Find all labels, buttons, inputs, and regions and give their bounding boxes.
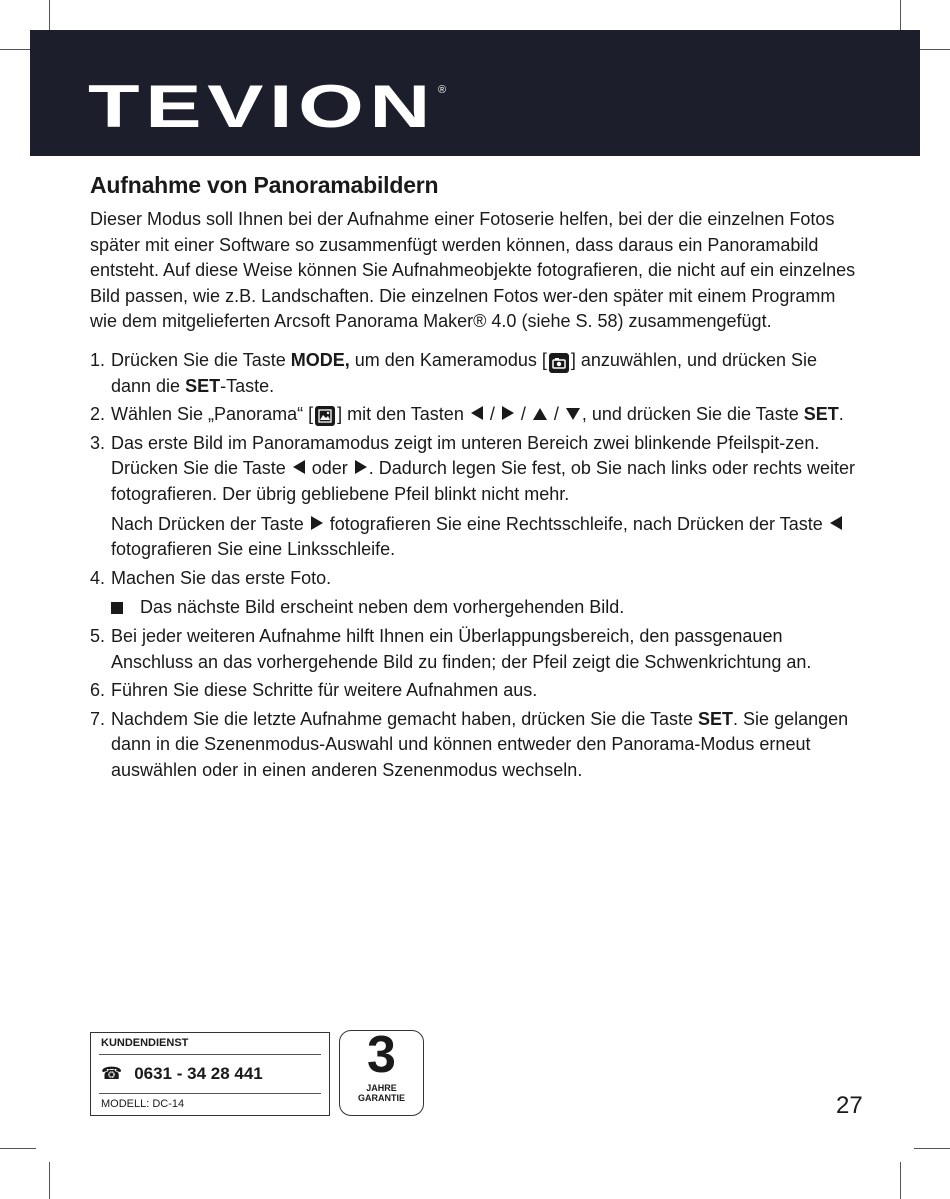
- step-text: Machen Sie das erste Foto.: [111, 567, 332, 588]
- service-title: KUNDENDIENST: [101, 1037, 189, 1049]
- list-item: [90, 566, 860, 621]
- warranty-line1: JAHRE: [366, 1083, 397, 1093]
- step-text: Nach Drücken der Taste: [111, 513, 309, 534]
- crop-mark: [0, 1148, 36, 1149]
- divider: [99, 1093, 321, 1094]
- camera-mode-icon: [549, 353, 569, 373]
- list-item: [90, 678, 860, 704]
- list-item: [90, 707, 860, 784]
- step-text: , und drücken Sie die Taste: [581, 404, 804, 425]
- list-item: [90, 624, 860, 675]
- step-text: Führen Sie diese Schritte für weitere Aufnahmen aus.: [111, 680, 538, 701]
- step-number: 5.: [90, 625, 106, 646]
- arrow-up-icon: [533, 408, 547, 420]
- step-number: 7.: [90, 708, 106, 729]
- warranty-years: 3: [367, 1026, 396, 1084]
- crop-mark: [900, 1162, 901, 1199]
- arrow-left-icon: [471, 406, 483, 420]
- step-number: 3.: [90, 432, 106, 453]
- step-text: Das erste Bild im Panoramamodus zeigt im unteren Bereich zwei blinkende Pfeilspit-zen. Drücken Sie die Taste: [111, 432, 820, 479]
- step-number: 2.: [90, 404, 106, 425]
- step-text: um den Kameramodus [: [349, 349, 547, 370]
- step-text: .: [838, 404, 844, 425]
- phone-number: 0631 - 34 28 441: [134, 1064, 263, 1083]
- arrow-right-icon: [502, 406, 514, 420]
- arrow-left-icon: [830, 516, 842, 530]
- step-text: fotografieren Sie eine Rechtsschleife, nach Drücken der Taste: [324, 513, 828, 534]
- step-number: 6.: [90, 680, 106, 701]
- model-label: MODELL: DC-14: [101, 1098, 185, 1110]
- warranty-badge: [339, 1026, 424, 1116]
- arrow-left-icon: [293, 460, 305, 474]
- step-text: Nachdem Sie die letzte Aufnahme gemacht haben, drücken Sie die Taste: [111, 708, 699, 729]
- registered-mark: ®: [438, 84, 447, 96]
- logo-text: TEVION: [88, 73, 436, 133]
- bullet-item: [111, 595, 860, 621]
- step-text: ] anzuwählen, und drücken Sie dann die: [111, 349, 818, 396]
- step-text: . Dadurch legen Sie fest, ob Sie nach links oder rechts weiter fotografieren. Der übrig gebliebene Pfeil blinkt nicht mehr.: [111, 458, 856, 504]
- tevion-logo: [88, 73, 448, 133]
- step-text: fotografieren Sie eine Linksschleife.: [111, 539, 396, 560]
- intro-paragraph: Dieser Modus soll Ihnen bei der Aufnahme einer Fotoserie helfen, bei der die einzelnen Fotos später mit einer Software so zusammenfügt werden können, dass daraus ein Panoramabild entsteht. Auf diese Weise können Sie Aufnahmeobjekte fotografieren, die nicht auf ein einzelnes Bild passen, wie z.B. Landschaften. Die einzelnen Fotos wer-den später mit einem Programm wie dem mitgelieferten Arcsoft Panorama Maker® 4.0 (siehe S. 58) zusammengefügt.: [90, 209, 856, 332]
- step-text: Wählen Sie „Panorama“ [: [111, 404, 314, 425]
- step-text: ] mit den Tasten: [337, 404, 469, 425]
- separator: /: [484, 404, 500, 425]
- list-item: [90, 348, 860, 399]
- step-text: -Taste.: [220, 375, 275, 396]
- telephone-icon: ☎: [101, 1064, 123, 1083]
- divider: [99, 1054, 321, 1055]
- step-text: oder: [306, 458, 353, 479]
- warranty-line2: GARANTIE: [358, 1093, 405, 1103]
- crop-mark: [914, 1148, 950, 1149]
- panorama-mode-icon: [315, 406, 335, 426]
- main-content: [90, 172, 860, 786]
- customer-service-box: [90, 1032, 330, 1116]
- separator: /: [515, 404, 531, 425]
- arrow-down-icon: [566, 408, 580, 420]
- step-number: 4.: [90, 567, 106, 588]
- step-text: Bei jeder weiteren Aufnahme hilft Ihnen ein Überlappungsbereich, den passgenauen Anschluss an das vorhergehende Bild zu finden; der Pfeil zeigt die Schwenkrichtung an.: [111, 625, 812, 672]
- square-bullet-icon: [111, 602, 123, 614]
- page-number: 27: [836, 1092, 863, 1119]
- bullet-text: Das nächste Bild erscheint neben dem vorhergehenden Bild.: [140, 597, 625, 618]
- step-number: 1.: [90, 349, 106, 370]
- key-mode: MODE,: [290, 349, 350, 370]
- crop-mark: [49, 1162, 50, 1199]
- list-item: [90, 431, 860, 563]
- key-set: SET: [803, 404, 839, 425]
- separator: /: [548, 404, 564, 425]
- step-text: Drücken Sie die Taste: [111, 349, 291, 370]
- step-subparagraph: [111, 512, 860, 563]
- arrow-right-icon: [311, 516, 323, 530]
- key-set: SET: [185, 375, 221, 396]
- list-item: [90, 402, 860, 428]
- service-phone: [101, 1064, 263, 1084]
- arrow-right-icon: [355, 460, 367, 474]
- steps-list: [90, 348, 860, 784]
- key-set: SET: [698, 708, 734, 729]
- step-text: . Sie gelangen dann in die Szenenmodus-Auswahl und können entweder den Panorama-Modus erneut auswählen oder in einen anderen Szenenmodus wechseln.: [111, 708, 849, 780]
- page-title: Aufnahme von Panoramabildern: [90, 172, 439, 198]
